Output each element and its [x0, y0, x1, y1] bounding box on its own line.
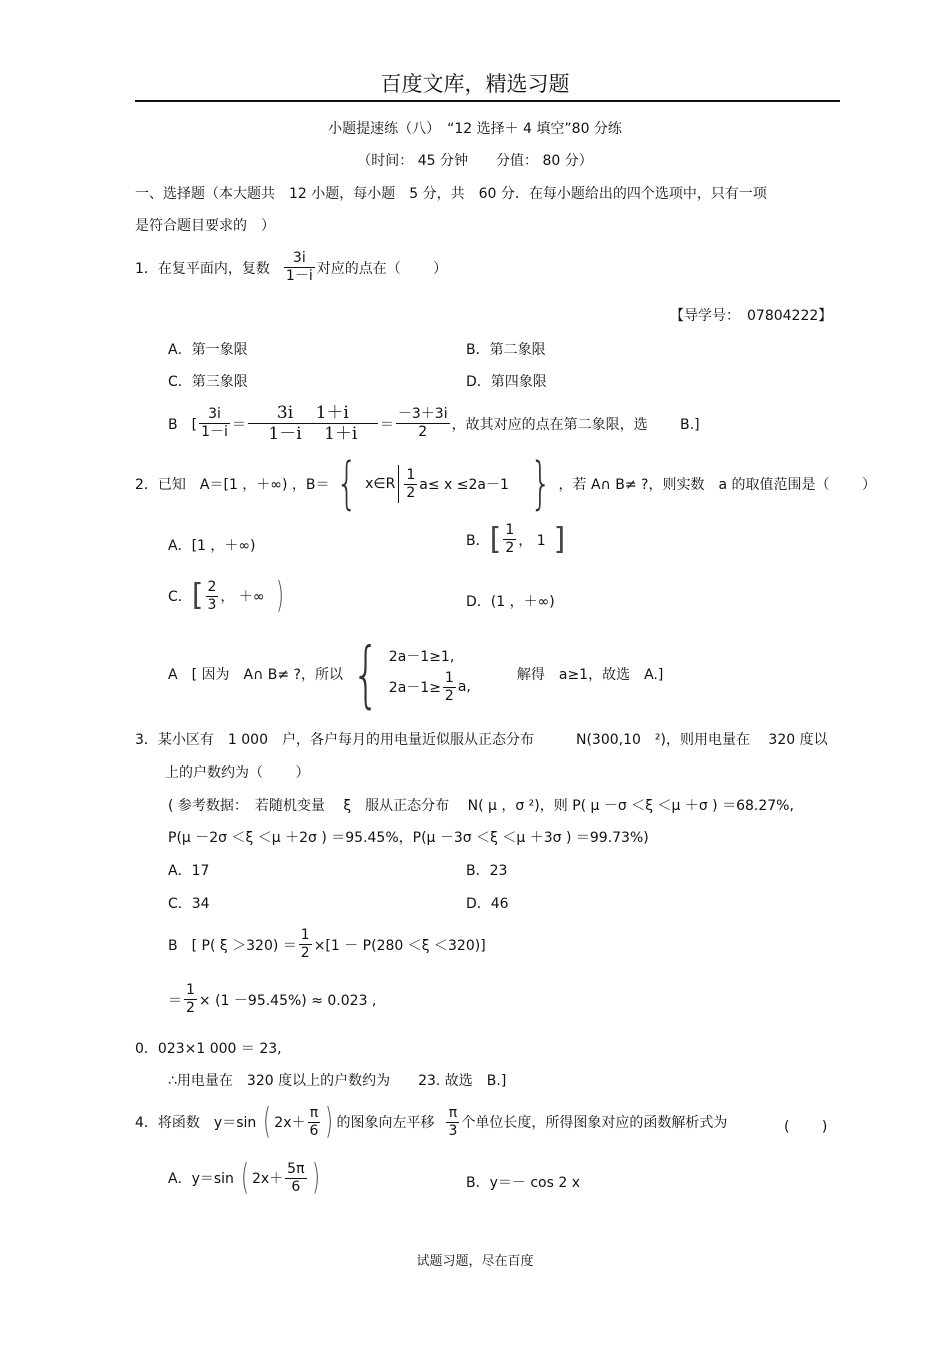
q1-ans-f2-num: 3i 1＋i: [276, 403, 349, 423]
q1-guide-number: 【导学号： 07804222】: [670, 308, 833, 324]
q2-optb-label: B．: [466, 532, 490, 549]
q3-option-a: A．17: [168, 863, 210, 879]
q4-lead: 4．将函数 y＝sin: [135, 1115, 257, 1131]
q3-ans2-num: 1: [186, 982, 195, 998]
q2-system-brace-icon: {: [352, 632, 380, 716]
q2-sys-line-2: [389, 670, 471, 705]
section-intro-line-2: 是符合题目要求的 ）: [135, 218, 275, 234]
q2-system: [389, 644, 471, 705]
q4-opta-paren-right-icon: ): [311, 1157, 320, 1198]
q3-option-b: B．23: [466, 863, 508, 879]
q2-optb-num: 1: [505, 522, 515, 538]
q2-ans-tail: 解得 a≥1，故选 A.]: [516, 667, 664, 683]
doc-title: 小题提速练（八） “12 选择＋ 4 填空”80 分练: [328, 121, 622, 137]
q2-option-d: D．(1 ，＋∞): [466, 594, 555, 610]
q2-optb-frac: [503, 522, 516, 557]
q1-fraction: [284, 250, 315, 285]
q4-arg-num: π: [309, 1104, 319, 1121]
q2-set-brace-right-icon: }: [530, 451, 552, 516]
q2-optc-label: C．: [168, 589, 192, 605]
q4-option-b: B．y＝－ cos 2 x: [466, 1175, 580, 1191]
q4-answer-paren: ( ): [784, 1119, 828, 1135]
q1-tail: 对应的点在（ ）: [316, 260, 448, 277]
q1-ans-frac-2: [248, 403, 378, 444]
q2-optc-num: 2: [207, 578, 217, 595]
q1-frac-num: 3i: [292, 250, 306, 266]
q2-tail: ，若 A∩ B≠ ?，则实数 a 的取值范围是（ ）: [558, 477, 876, 493]
q2-sys-line-2-left: 2a－1≥: [388, 680, 441, 696]
q1-option-c: C．第三象限: [168, 374, 248, 390]
q3-ans2-lead: ＝: [168, 992, 182, 1009]
q4-opta-lead: A．y＝sin: [168, 1171, 234, 1187]
q2-optb-den: 2: [505, 540, 515, 556]
q3-line-1: 3．某小区有 1 000 户，各户每月的用电量近似服从正态分布 N(300,10 ²)，则用电量在 320 度以: [135, 732, 828, 748]
q3-line-2: 上的户数约为（ ）: [165, 765, 310, 781]
q1-ans-f2-den: 1－i 1＋i: [248, 423, 378, 444]
q1-frac-den: 1－i: [285, 268, 313, 284]
q2-optb-bracket-right-icon: ]: [553, 521, 566, 557]
footer-text: 试题习题，尽在百度: [416, 1254, 534, 1269]
q2-ans-lead: A [ 因为 A∩ B≠ ?，所以: [168, 667, 343, 683]
q1-ans-f1-den: 1－i: [201, 424, 228, 440]
question-1: [135, 250, 447, 285]
q3-ans2-tail: × (1 －95.45%) ≈ 0.023 ,: [198, 992, 377, 1009]
q2-optc-bracket-left-icon: [: [191, 578, 204, 613]
q2-lead: 2．已知 A＝[1 ，＋∞) ，B＝: [135, 477, 330, 493]
question-4: [135, 1101, 728, 1142]
q4-opta-num: 5π: [287, 1160, 305, 1177]
q4-shift-num: π: [448, 1104, 458, 1121]
q2-sys-line-1: 2a－1≥1,: [388, 648, 455, 665]
q1-answer-letter: B [: [168, 416, 198, 433]
q4-opta-left: 2x＋: [251, 1171, 284, 1187]
q2-option-b: [466, 522, 565, 557]
q1-ans-f1-num: 3i: [208, 406, 221, 422]
q4-opta-den: 6: [285, 1178, 306, 1196]
q1-ans-f3-den: 2: [396, 423, 450, 441]
q1-ans-eq-1: ＝: [231, 416, 246, 433]
q4-opta-frac: [285, 1161, 306, 1196]
q3-ans1-den: 2: [300, 945, 310, 961]
header-divider: [135, 100, 840, 102]
section-intro-line-1: 一、选择题（本大题共 12 小题，每小题 5 分，共 60 分．在每小题给出的四个选项中，只有一项: [135, 186, 767, 202]
q2-optc-den: 3: [207, 596, 217, 613]
q2-sys-line-2-right: a,: [457, 679, 471, 695]
q4-opta-paren-left-icon: (: [241, 1157, 249, 1198]
q2-set-frac-num: 1: [406, 466, 416, 483]
q2-set-left: x∈R: [365, 476, 396, 492]
q4-arg-frac: [308, 1105, 321, 1140]
q1-answer: [168, 403, 700, 444]
q4-arg-den: 6: [309, 1122, 319, 1139]
q2-set-frac: [404, 467, 417, 502]
q4-mid: 的图象向左平移: [336, 1115, 435, 1131]
q2-option-a: A．[1 ，＋∞): [168, 538, 256, 554]
q1-ans-frac-3: [396, 406, 450, 441]
q1-ans-eq-2: ＝: [379, 416, 394, 433]
q2-set-bar: [398, 465, 399, 503]
q3-answer-line-4: ∴用电量在 320 度以上的户数约为 23. 故选 B.]: [168, 1073, 507, 1089]
q2-sys-frac-den: 2: [444, 687, 454, 704]
q1-option-d: D．第四象限: [466, 374, 547, 390]
q1-lead: 1．在复平面内，复数: [135, 260, 270, 277]
q3-ans2-frac: [184, 982, 197, 1017]
q2-set-brace-left-icon: {: [336, 451, 358, 516]
q2-optc-paren-right-icon: ): [275, 575, 284, 616]
q2-answer: [168, 632, 664, 716]
q1-ans-frac-1: [199, 406, 230, 441]
q2-sys-frac: [443, 670, 456, 705]
q2-set-right: a≤ x ≤2a－1: [419, 477, 509, 493]
q4-shift-frac: [446, 1105, 459, 1140]
q1-ans-tail: ，故其对应的点在第二象限，选 B.]: [451, 416, 700, 433]
q3-ans2-den: 2: [186, 1000, 195, 1016]
q4-tail: 个单位长度，所得图象对应的函数解析式为: [461, 1115, 728, 1131]
q1-ans-f3-num: －3＋3i: [397, 406, 448, 422]
q2-option-c: [168, 575, 287, 616]
q4-option-a: [168, 1157, 323, 1198]
q3-option-d: D．46: [466, 896, 509, 912]
q3-ans1-lead: B [ P( ξ ＞320) ＝: [168, 937, 297, 954]
header-title: 百度文库，精选习题: [380, 72, 570, 96]
doc-meta: （时间： 45 分钟 分值： 80 分）: [357, 153, 593, 169]
question-2: [135, 451, 876, 516]
q2-set-frac-den: 2: [406, 484, 416, 501]
q3-ans1-num: 1: [300, 927, 310, 943]
q3-answer-line-1: [168, 927, 486, 962]
q3-answer-line-3: 0．023×1 000 ＝ 23,: [135, 1041, 282, 1057]
q2-optb-bracket-left-icon: [: [489, 521, 502, 557]
q4-arg-left: 2x＋: [274, 1115, 306, 1131]
q3-reference-1: ( 参考数据： 若随机变量 ξ 服从正态分布 N( μ ，σ ²)，则 P( μ －σ ＜ξ ＜μ ＋σ ) ＝68.27%,: [168, 798, 794, 814]
q2-optb-tail: ， 1: [518, 532, 546, 549]
q3-reference-2: P(μ －2σ ＜ξ ＜μ ＋2σ ) ＝95.45%，P(μ －3σ ＜ξ ＜μ ＋3σ ) ＝99.73%): [168, 830, 649, 846]
q4-shift-den: 3: [448, 1122, 458, 1139]
q3-ans1-tail: ×[1 － P(280 ＜ξ ＜320)]: [313, 937, 486, 954]
q4-paren-right-icon: ): [325, 1101, 334, 1142]
q3-option-c: C．34: [168, 896, 210, 912]
q1-option-b: B．第二象限: [466, 342, 546, 358]
q2-sys-frac-num: 1: [444, 669, 454, 686]
q2-optc-frac: [206, 579, 219, 614]
q3-ans1-frac: [299, 927, 312, 962]
q1-option-a: A．第一象限: [168, 342, 248, 358]
q2-optc-tail: ， ＋∞: [220, 589, 265, 605]
q3-answer-line-2: [168, 982, 376, 1017]
q4-paren-left-icon: (: [263, 1101, 272, 1142]
